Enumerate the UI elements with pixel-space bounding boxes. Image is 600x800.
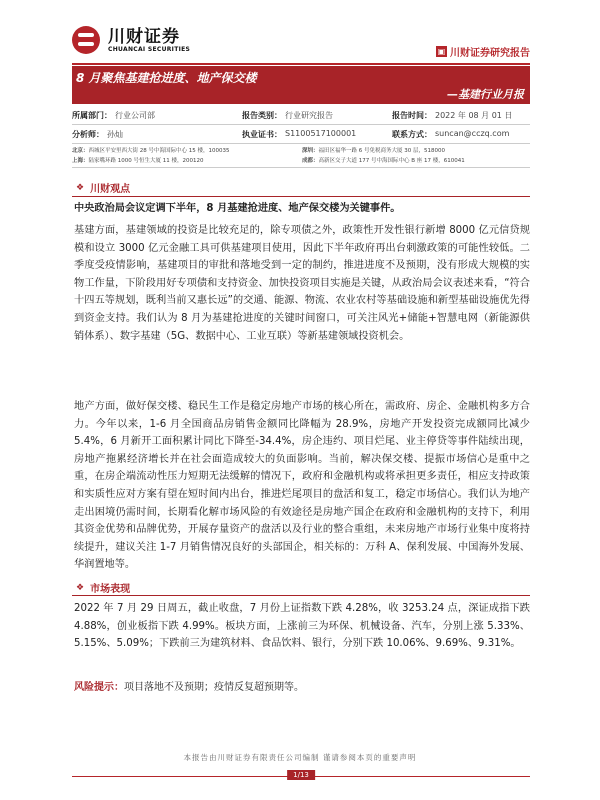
date-label: 报告时间： (392, 110, 432, 120)
logo-icon (72, 26, 100, 54)
page-number: 1/13 (287, 770, 315, 780)
category-value: 行业研究报告 (285, 110, 333, 120)
contact-label: 联系方式： (392, 129, 432, 139)
diamond-icon: ❖ (76, 182, 85, 193)
contact-email-link[interactable]: suncan@cczq.com (435, 128, 510, 138)
certificate-value: S1100517100001 (285, 128, 357, 138)
department-label: 所属部门： (72, 110, 112, 120)
paragraph-infrastructure: 基建方面，基建领域的投资是比较充足的，除专项债之外，政策性开发性银行新增 8000 亿元信贷规模和设立 3000 亿元金融工具可供基建项目使用，因此下半年政府再出台刺激政策的可能性较低。二季度受疫情影响，基建项目的审批和落地受到一定的制约，推进进度不及预期，没有形成大规模的实物工作量，下阶段用好专项债和支持资金、加快投资项目实施是关键，从政治局会议表述来看，“符合十四五等规划，既利当前又惠长远”的交通、能源、物流、农业农村等基础设施和新型基础设施优先得到资金支持。我们认为 8 月为基建抢进度的关键时间窗口，可关注风光+储能+智慧电网（新能源供销体系）、数字基建（5G、数据中心、工业互联）等新基建领域投资机会。 (74, 225, 530, 342)
risk-text: 项目落地不及预期；疫情反复超预期等。 (124, 682, 304, 693)
page-number-bar (72, 770, 530, 782)
analyst-label: 分析师： (72, 129, 104, 139)
logo-name-cn: 川财证券 (108, 26, 180, 47)
risk-warning (74, 678, 304, 693)
logo-name-en: CHUANCAI SECURITIES (108, 45, 191, 53)
header-divider (72, 63, 530, 65)
category-label: 报告类别： (242, 110, 282, 120)
section-heading-views: ❖ 川财观点 (76, 182, 131, 195)
address-beijing: 北京：西城区平安里西大街 28 号中海国际中心 15 楼，100035 (72, 148, 230, 154)
analyst-value: 孙灿 (107, 129, 123, 139)
report-info (72, 106, 530, 144)
report-subtitle: —基建行业月报 (447, 88, 524, 101)
risk-label: 风险提示： (74, 682, 124, 693)
info-row (72, 125, 530, 144)
section-lead: 中央政治局会议定调下半年，8 月基建抢进度、地产保交楼为关键事件。 (74, 203, 401, 214)
report-title: 8 月聚焦基建抢进度、地产保交楼 (76, 71, 257, 85)
section-divider (72, 196, 530, 197)
office-addresses (72, 146, 530, 168)
footer-disclaimer: 本报告由川财证券有限责任公司编制 谨请参阅本页的重要声明 (183, 753, 417, 762)
date-value: 2022 年 08 月 01 日 (435, 110, 513, 120)
address-shenzhen: 深圳：福田区福华一路 6 号免税商务大厦 30 层，518000 (302, 148, 446, 154)
title-bar (72, 66, 530, 104)
section-heading-market: ❖ 市场表现 (76, 582, 131, 595)
company-logo (72, 26, 190, 54)
report-badge-icon: ▣ (437, 47, 446, 56)
paragraph-real-estate: 地产方面，做好保交楼、稳民生工作是稳定房地产市场的核心所在，需政府、房企、金融机构多方合力。今年以来，1-6 月全国商品房销售金额同比降幅为 28.9%，房地产开发投资完成额同比减少 5.4%，6 月新开工面积累计同比下降至-34.4%，房企违约、项目烂尾、业主停贷等事件陆续出现，房地产拖累经济增长并在社会面造成较大的负面影响。当前，解决保交楼、提振市场信心是重中之重，在房企端流动性压力短期无法缓解的情况下，政府和金融机构或将承担更多责任，相应支持政策和实质性应对方案有望在短时间内出台，推进烂尾项目的盘活和复工，稳定市场信心。我们认为地产走出困境仍需时间，长期看化解市场风险的有效途径是房地产国企在政府和金融机构的支持下，利用其资金优势和品牌优势，开展存量资产的盘活以及行业的整合重组，未来房地产市场行业集中度将持续提升，建议关注 1-7 月销售情况良好的头部国企，相关标的：万科 A、保利发展、中国海外发展、华润置地等。 (74, 401, 530, 571)
diamond-icon: ❖ (76, 582, 85, 593)
report-type-label: ▣ 川财证券研究报告 (437, 47, 530, 59)
certificate-label: 执业证书： (242, 129, 282, 139)
paragraph-market: 2022 年 7 月 29 日周五，截止收盘，7 月份上证指数下跌 4.28%，收 3253.24 点，深证成指下跌 4.88%，创业板指下跌 4.99%。板块方面，上涨前三为环保、机械设备、汽车，分别上涨 5.33%、5.15%、5.09%；下跌前三为建筑材料、食品饮料、银行，分别下跌 10.06%、9.69%、9.31%。 (74, 603, 530, 650)
address-chengdu: 成都：高新区交子大道 177 号中海国际中心 B 座 17 楼，610041 (302, 158, 465, 164)
info-row (72, 106, 530, 125)
department-value: 行业公司部 (115, 110, 155, 120)
address-shanghai: 上海：陆家嘴环路 1000 号恒生大厦 11 楼，200120 (72, 158, 204, 164)
section-divider (72, 595, 530, 596)
